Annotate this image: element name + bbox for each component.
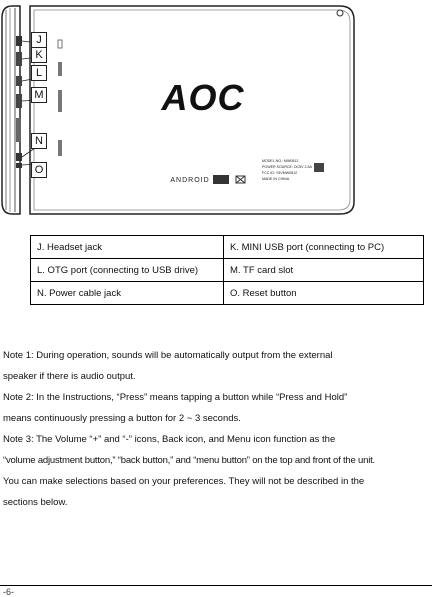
ce-mark-icon [213, 175, 229, 184]
android-label: ANDROID [170, 177, 210, 184]
reset-button-port [16, 163, 22, 168]
otg-port [16, 76, 22, 86]
port-legend-table [30, 235, 424, 305]
table-cell: M. TF card slot [224, 259, 424, 282]
note-line: means continuously pressing a button for 2 ~ 3 seconds. [3, 413, 241, 424]
note-line: “volume adjustment button,” “back button,” and “menu button” on the top and front of the unit. [3, 455, 375, 466]
note-line: You can make selections based on your preferences. They will not be described in the [3, 476, 365, 487]
note-line: Note 1: During operation, sounds will be automatically output from the external [3, 350, 333, 361]
edge-marking [58, 140, 62, 156]
table-row [31, 282, 424, 305]
rating-label-line: FCC ID: Y5VMW0812 [262, 171, 298, 175]
certification-icon [314, 163, 324, 172]
table-cell: L. OTG port (connecting to USB drive) [31, 259, 224, 282]
note-line: Note 3: The Volume “+” and “-” icons, Back icon, and Menu icon function as the [3, 434, 336, 445]
side-button [16, 118, 21, 142]
edge-marking [58, 62, 62, 76]
rating-label-line: MODEL NO.: MW0812 [262, 159, 299, 163]
callout-k: K [31, 47, 47, 63]
callout-n: N [31, 133, 47, 149]
callout-j: J [31, 32, 47, 48]
footer-divider [0, 585, 432, 586]
aoc-logo: AOC [161, 77, 245, 118]
table-cell: N. Power cable jack [31, 282, 224, 305]
table-cell: O. Reset button [224, 282, 424, 305]
note-line: sections below. [3, 497, 68, 508]
table-row [31, 236, 424, 259]
device-back-figure [0, 0, 432, 222]
callout-l: L [31, 65, 47, 81]
notes-section [3, 348, 431, 516]
camera-icon [337, 10, 343, 16]
power-jack-port [16, 153, 22, 161]
table-cell: J. Headset jack [31, 236, 224, 259]
note-line: speaker if there is audio output. [3, 371, 136, 382]
note-line: Note 2: In the Instructions, “Press” means tapping a button while “Press and Hold” [3, 392, 348, 403]
table-cell: K. MINI USB port (connecting to PC) [224, 236, 424, 259]
table-row [31, 259, 424, 282]
edge-marking [58, 90, 62, 112]
tf-card-slot [16, 94, 22, 108]
tablet-back-illustration [0, 0, 432, 222]
headset-jack-port [16, 36, 22, 46]
page-number: -6- [3, 587, 14, 597]
rating-label-line: MADE IN CHINA [262, 177, 290, 181]
callout-o: O [31, 162, 47, 178]
rating-label-line: POWER SOURCE: DC5V 2.5A [262, 165, 312, 169]
callout-m: M [31, 87, 47, 103]
mini-usb-port [16, 52, 22, 66]
